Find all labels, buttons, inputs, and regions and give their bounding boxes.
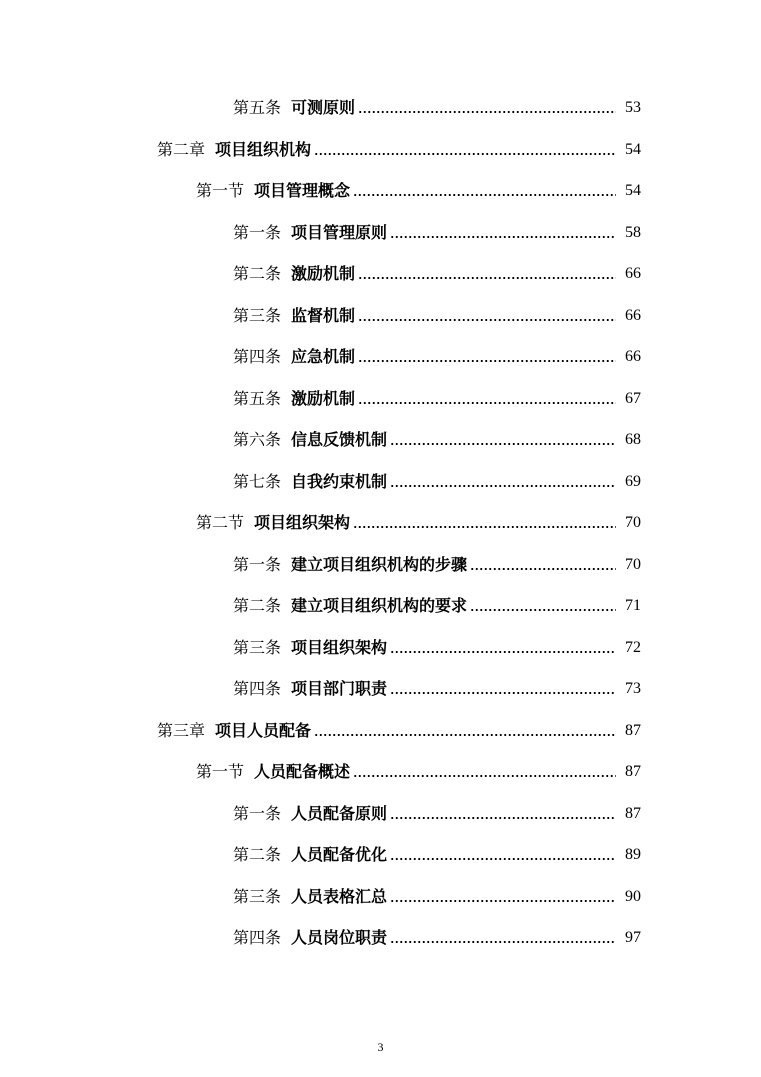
toc-entry-title: 项目部门职责	[291, 679, 388, 698]
toc-entry-number: 第七条	[233, 472, 282, 491]
toc-entry-title: 项目管理原则	[291, 223, 388, 242]
toc-entry-title: 人员表格汇总	[291, 887, 388, 906]
toc-entry-number: 第五条	[233, 98, 282, 117]
toc-entry-number: 第二节	[196, 513, 245, 532]
toc-entry-title: 建立项目组织机构的要求	[291, 596, 468, 615]
toc-entry-number: 第五条	[233, 389, 282, 408]
toc-entry-title: 激励机制	[291, 389, 356, 408]
toc-entry[interactable]	[233, 634, 641, 658]
toc-dot-leader	[353, 774, 616, 778]
toc-entry-page: 71	[625, 597, 641, 614]
toc-dot-leader	[390, 816, 616, 820]
toc-entry-page: 73	[625, 680, 641, 697]
toc-entry-title: 人员配备优化	[291, 845, 388, 864]
toc-entry-title: 可测原则	[291, 98, 356, 117]
toc-entry-page: 66	[625, 265, 641, 282]
toc-entry-title: 项目组织架构	[291, 638, 388, 657]
toc-dot-leader	[470, 608, 616, 612]
toc-entry-title: 项目管理概念	[254, 181, 351, 200]
toc-entry-number: 第二条	[233, 845, 282, 864]
toc-dot-leader	[390, 940, 616, 944]
toc-entry[interactable]	[196, 177, 641, 201]
toc-entry[interactable]	[233, 675, 641, 699]
toc-entry-page: 54	[625, 182, 641, 199]
toc-entry[interactable]	[233, 343, 641, 367]
toc-entry-page: 66	[625, 348, 641, 365]
toc-entry-page: 68	[625, 431, 641, 448]
toc-dot-leader	[358, 359, 616, 363]
toc-dot-leader	[314, 152, 616, 156]
toc-entry[interactable]	[233, 841, 641, 865]
toc-entry-title: 人员岗位职责	[291, 928, 388, 947]
toc-entry-page: 89	[625, 846, 641, 863]
toc-entry[interactable]	[233, 800, 641, 824]
toc-entry-number: 第二章	[157, 140, 206, 159]
toc-entry-number: 第四条	[233, 928, 282, 947]
page-number: 3	[377, 1040, 384, 1054]
toc-dot-leader	[353, 193, 616, 197]
toc-entry-title: 人员配备原则	[291, 804, 388, 823]
toc-dot-leader	[358, 110, 616, 114]
toc-entry[interactable]	[233, 883, 641, 907]
toc-entry-page: 90	[625, 888, 641, 905]
toc-entry[interactable]	[196, 758, 641, 782]
toc-entry-page: 54	[625, 141, 641, 158]
toc-entry-title: 项目人员配备	[215, 721, 312, 740]
toc-entry-number: 第三条	[233, 887, 282, 906]
toc-entry[interactable]	[233, 592, 641, 616]
toc-entry-page: 67	[625, 390, 641, 407]
toc-entry[interactable]	[233, 219, 641, 243]
toc-entry-number: 第一节	[196, 762, 245, 781]
toc-entry-title: 自我约束机制	[291, 472, 388, 491]
toc-entry[interactable]	[196, 509, 641, 533]
toc-dot-leader	[390, 650, 616, 654]
toc-entry-page: 53	[625, 99, 641, 116]
toc-dot-leader	[390, 857, 616, 861]
toc-entry-number: 第一条	[233, 804, 282, 823]
toc-dot-leader	[470, 567, 616, 571]
toc-entry[interactable]	[157, 717, 641, 741]
toc-entry-number: 第三条	[233, 306, 282, 325]
toc-entry[interactable]	[233, 302, 641, 326]
toc-entry-page: 69	[625, 473, 641, 490]
toc-entry[interactable]	[233, 468, 641, 492]
toc-entry-page: 87	[625, 805, 641, 822]
toc-dot-leader	[390, 484, 616, 488]
toc-dot-leader	[353, 525, 616, 529]
toc-entry-page: 87	[625, 763, 641, 780]
toc-dot-leader	[390, 899, 616, 903]
toc-entry-number: 第一条	[233, 223, 282, 242]
toc-entry[interactable]	[233, 551, 641, 575]
toc-entry[interactable]	[157, 136, 641, 160]
toc-entry-page: 70	[625, 514, 641, 531]
toc-dot-leader	[390, 235, 616, 239]
toc-entry-number: 第一条	[233, 555, 282, 574]
toc-entry-number: 第四条	[233, 347, 282, 366]
toc-entry-title: 信息反馈机制	[291, 430, 388, 449]
toc-dot-leader	[358, 401, 616, 405]
toc-entry-number: 第四条	[233, 679, 282, 698]
toc-entry-title: 项目组织架构	[254, 513, 351, 532]
toc-dot-leader	[390, 442, 616, 446]
toc-entry-number: 第二条	[233, 264, 282, 283]
toc-entry-page: 97	[625, 929, 641, 946]
toc-entry[interactable]	[233, 385, 641, 409]
toc-entry-title: 激励机制	[291, 264, 356, 283]
toc-entry-page: 87	[625, 722, 641, 739]
toc-entry-number: 第一节	[196, 181, 245, 200]
toc-entry-title: 监督机制	[291, 306, 356, 325]
toc-dot-leader	[358, 318, 616, 322]
toc-entry[interactable]	[233, 260, 641, 284]
toc-entry-title: 项目组织机构	[215, 140, 312, 159]
toc-entry-title: 建立项目组织机构的步骤	[291, 555, 468, 574]
toc-entry-title: 应急机制	[291, 347, 356, 366]
toc-entry-page: 70	[625, 556, 641, 573]
toc-entry-page: 72	[625, 639, 641, 656]
toc-entry-page: 66	[625, 307, 641, 324]
toc-entry[interactable]	[233, 94, 641, 118]
toc-entry-number: 第六条	[233, 430, 282, 449]
toc-dot-leader	[390, 691, 616, 695]
toc-dot-leader	[358, 276, 616, 280]
toc-entry-page: 58	[625, 224, 641, 241]
toc-entry-number: 第三条	[233, 638, 282, 657]
toc-dot-leader	[314, 733, 616, 737]
toc-entry[interactable]	[233, 426, 641, 450]
toc-entry[interactable]	[233, 924, 641, 948]
toc-entry-number: 第三章	[157, 721, 206, 740]
toc-entry-title: 人员配备概述	[254, 762, 351, 781]
toc-entry-number: 第二条	[233, 596, 282, 615]
